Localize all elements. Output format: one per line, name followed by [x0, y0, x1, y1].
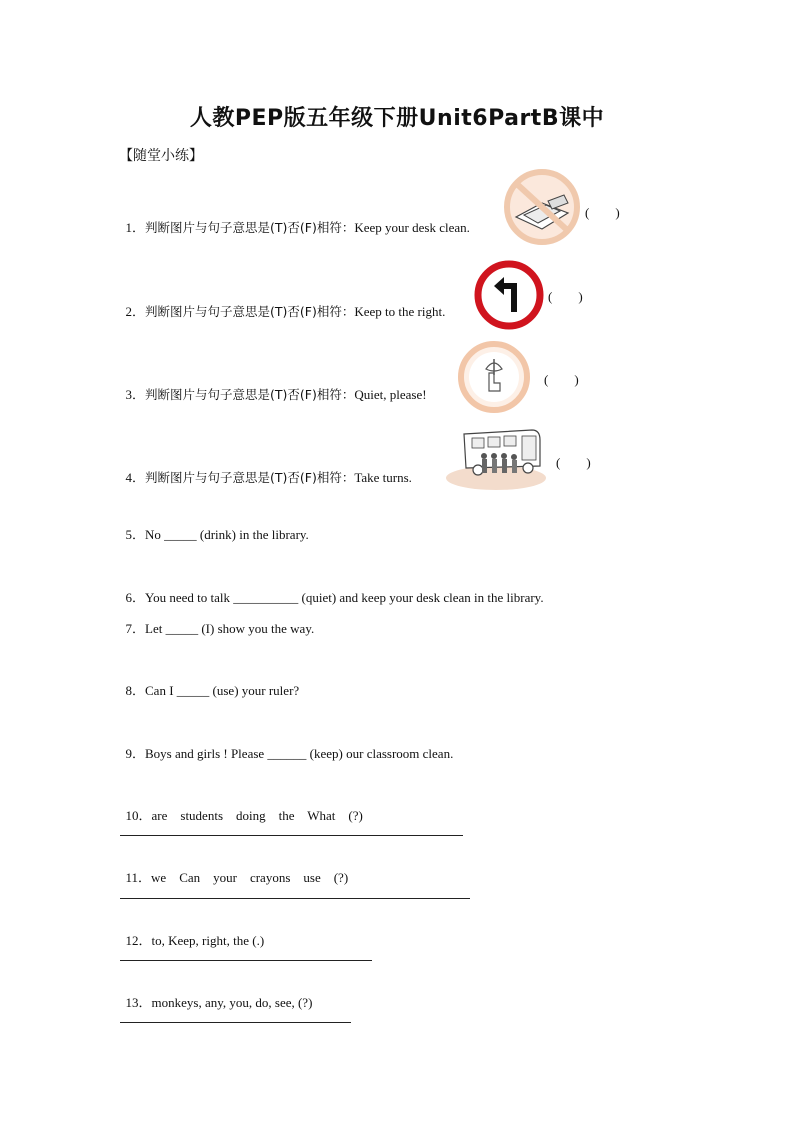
question-12 [119, 914, 264, 950]
answer-parentheses[interactable]: ( ) [548, 289, 583, 304]
answer-parentheses[interactable]: ( ) [556, 455, 591, 470]
question-text: No _____ (drink) in the library. [145, 527, 309, 542]
question-9 [119, 727, 453, 763]
no-desk-mess-sign-icon [502, 167, 582, 247]
bus-queue-picture [444, 426, 546, 492]
question-number: 5． [125, 527, 146, 542]
question-prompt: 判断图片与句子意思是(T)否(F)相符： [145, 304, 355, 319]
question-8 [119, 664, 299, 700]
question-number: 8． [125, 683, 146, 698]
question-number: 12． [125, 933, 152, 948]
question-sentence: Quiet, please! [354, 387, 427, 402]
question-10 [119, 789, 363, 825]
answer-line[interactable] [120, 835, 463, 836]
question-number: 6． [125, 590, 146, 605]
answer-parentheses[interactable]: ( ) [544, 372, 579, 387]
question-number: 13． [125, 995, 152, 1010]
answer-line[interactable] [120, 898, 470, 899]
answer-line[interactable] [120, 960, 372, 961]
answer-line[interactable] [120, 1022, 351, 1023]
question-number: 9． [125, 746, 146, 761]
question-prompt: 判断图片与句子意思是(T)否(F)相符： [145, 387, 355, 402]
question-text: Boys and girls ! Please ______ (keep) our classroom clean. [145, 746, 454, 761]
question-number: 4． [125, 470, 146, 485]
question-text: Let _____ (I) show you the way. [145, 621, 315, 636]
left-turn-sign-icon [474, 260, 544, 330]
question-prompt: 判断图片与句子意思是(T)否(F)相符： [145, 220, 355, 235]
question-7 [119, 602, 314, 638]
question-1 [119, 201, 470, 237]
question-number: 1． [125, 220, 146, 235]
question-sentence: Keep your desk clean. [354, 220, 470, 235]
quiet-sign-icon [456, 339, 532, 415]
question-number: 11． [125, 870, 152, 885]
question-text: to, Keep, right, the (.) [151, 933, 265, 948]
question-text: are students doing the What (?) [151, 808, 363, 823]
question-text: monkeys, any, you, do, see, (?) [151, 995, 313, 1010]
question-sentence: Take turns. [354, 470, 412, 485]
question-number: 10． [125, 808, 152, 823]
question-4 [119, 451, 412, 487]
question-13 [119, 976, 312, 1012]
page-title: 人教PEP版五年级下册Unit6PartB课中 [189, 106, 605, 131]
question-text: Can I _____ (use) your ruler? [145, 683, 300, 698]
question-text: we Can your crayons use (?) [151, 870, 349, 885]
question-number: 3． [125, 387, 146, 402]
question-number: 2． [125, 304, 146, 319]
section-label: 【随堂小练】 [119, 148, 203, 164]
question-5 [119, 508, 309, 544]
question-prompt: 判断图片与句子意思是(T)否(F)相符： [145, 470, 355, 485]
question-11 [119, 851, 348, 887]
answer-parentheses[interactable]: ( ) [585, 205, 620, 220]
question-number: 7． [125, 621, 146, 636]
question-sentence: Keep to the right. [354, 304, 446, 319]
question-text: You need to talk __________ (quiet) and keep your desk clean in the library. [145, 590, 544, 605]
question-3 [119, 368, 427, 404]
question-2 [119, 285, 445, 321]
